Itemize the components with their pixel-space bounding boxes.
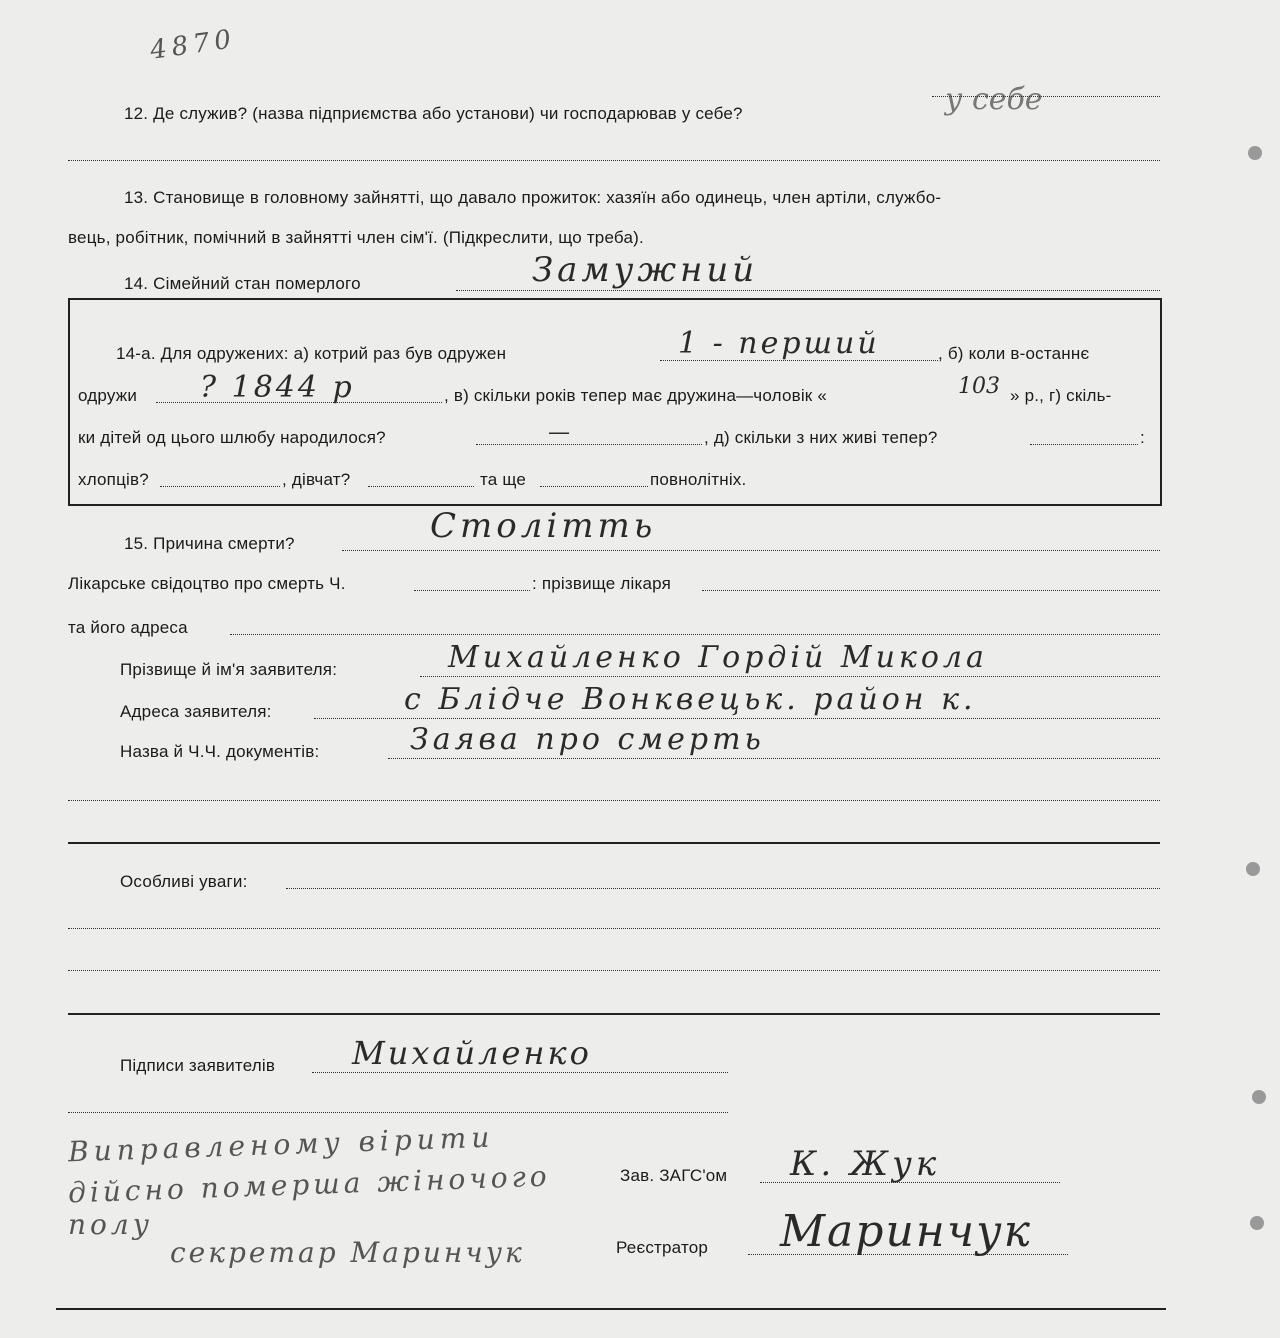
signatures-line	[312, 1072, 728, 1073]
correction-note-line3: полу	[68, 1208, 153, 1241]
q14a-girls-line	[368, 486, 474, 487]
q14-label: 14. Сімейний стан померлого	[124, 274, 361, 293]
doctor-label: : прізвище лікаря	[532, 574, 672, 593]
doctor-address-label: та його адреса	[68, 618, 188, 637]
correction-note-line4: секретар Маринчук	[170, 1236, 525, 1269]
q14a-line2-a: одружи	[78, 386, 138, 405]
applicant-name-value: Михайленко Гордій Микола	[448, 640, 988, 675]
registrar-sign: Маринчук	[780, 1206, 1032, 1257]
q14a-answer-c: 103	[958, 374, 1000, 399]
punch-mark	[1252, 1090, 1266, 1104]
q12-answer-line	[932, 96, 1160, 97]
punch-mark	[1250, 1216, 1264, 1230]
section-divider-1	[68, 842, 1160, 844]
q14a-adults-line	[540, 486, 648, 487]
q14a-line3-a: ки дітей од цього шлюбу народилося?	[78, 428, 386, 447]
q14a-answer-a: 1 - перший	[678, 326, 880, 361]
doctor-address-line	[230, 634, 1160, 635]
medical-cert-number-line	[414, 590, 530, 591]
registrar-label: Реєстратор	[616, 1238, 709, 1257]
docs-continuation-line	[68, 800, 1160, 801]
applicant-name-label: Прізвище й ім'я заявителя:	[120, 660, 338, 679]
applicant-docs-value: Заява про смерть	[410, 722, 765, 757]
remarks-line-1	[286, 888, 1160, 889]
q14a-answer-e-line	[1030, 444, 1138, 445]
q15-answer-line	[342, 550, 1160, 551]
punch-mark	[1248, 146, 1262, 160]
q12-answer: у себе	[945, 82, 1043, 117]
q14a-line1-a: 14-а. Для одружених: а) котрий раз був одружен	[116, 344, 507, 363]
q14a-line4-c: та ще	[480, 470, 527, 489]
q14-answer-line	[456, 290, 1160, 291]
applicant-docs-label: Назва й Ч.Ч. документів:	[120, 742, 320, 761]
section-divider-2	[68, 1013, 1160, 1015]
q13-line1: 13. Становище в головному зайнятті, що давало прожиток: хазяїн або одинець, член артіли, службо-	[124, 188, 942, 207]
q14a-answer-b: ? 1844 р	[200, 370, 355, 405]
medical-cert-label: Лікарське свідоцтво про смерть Ч.	[68, 574, 346, 593]
remarks-line-2	[68, 928, 1160, 929]
q14a-answer-d: —	[548, 420, 570, 445]
applicant-address-label: Адреса заявителя:	[120, 702, 272, 721]
q14a-line3-c: :	[1140, 428, 1145, 447]
correction-note-line2: дійсно померша жіночого	[67, 1159, 552, 1210]
signatures-line-2	[68, 1112, 728, 1113]
correction-note-line1: Виправленому вірити	[67, 1120, 495, 1169]
q13-line2: вець, робітник, помічний в зайнятті член сім'ї. (Підкреслити, що треба).	[68, 228, 644, 247]
q14a-line2-b: , в) скільки років тепер має дружина—чоловік «	[444, 386, 828, 405]
q14a-answer-d-line	[476, 444, 702, 445]
q14a-line4-d: повнолітніх.	[650, 470, 747, 489]
q14a-line1-b: , б) коли в-останнє	[938, 344, 1090, 363]
signatures-label: Підписи заявителів	[120, 1056, 276, 1075]
q12-label: 12. Де служив? (назва підприємства або установи) чи господарював у себе?	[124, 104, 743, 123]
q15-answer: Столітть	[430, 506, 657, 546]
zags-head-sign: К. Жук	[790, 1144, 941, 1184]
q15-label: 15. Причина смерти?	[124, 534, 295, 553]
q14a-line3-b: , д) скільки з них живі тепер?	[704, 428, 938, 447]
applicant-name-line	[420, 676, 1160, 677]
q14a-line4-b: , дівчат?	[282, 470, 351, 489]
applicant-docs-line	[388, 758, 1160, 759]
zags-head-label: Зав. ЗАГС'ом	[620, 1166, 728, 1185]
punch-mark	[1246, 862, 1260, 876]
applicant-address-value: с Блідче Вонквецьк. район к.	[404, 682, 977, 717]
q14a-line2-c: » р., г) скіль-	[1010, 386, 1112, 405]
q14a-boys-line	[160, 486, 280, 487]
signatures-value: Михайленко	[352, 1034, 592, 1072]
doctor-name-line	[702, 590, 1160, 591]
remarks-label: Особливі уваги:	[120, 872, 248, 891]
remarks-line-3	[68, 970, 1160, 971]
q12-continuation-line	[68, 160, 1160, 161]
margin-scribble: 4870	[148, 24, 238, 66]
applicant-address-line	[314, 718, 1160, 719]
q14-answer: Замужний	[532, 250, 759, 290]
bottom-rule	[56, 1308, 1166, 1310]
q14a-line4-a: хлопців?	[78, 470, 149, 489]
